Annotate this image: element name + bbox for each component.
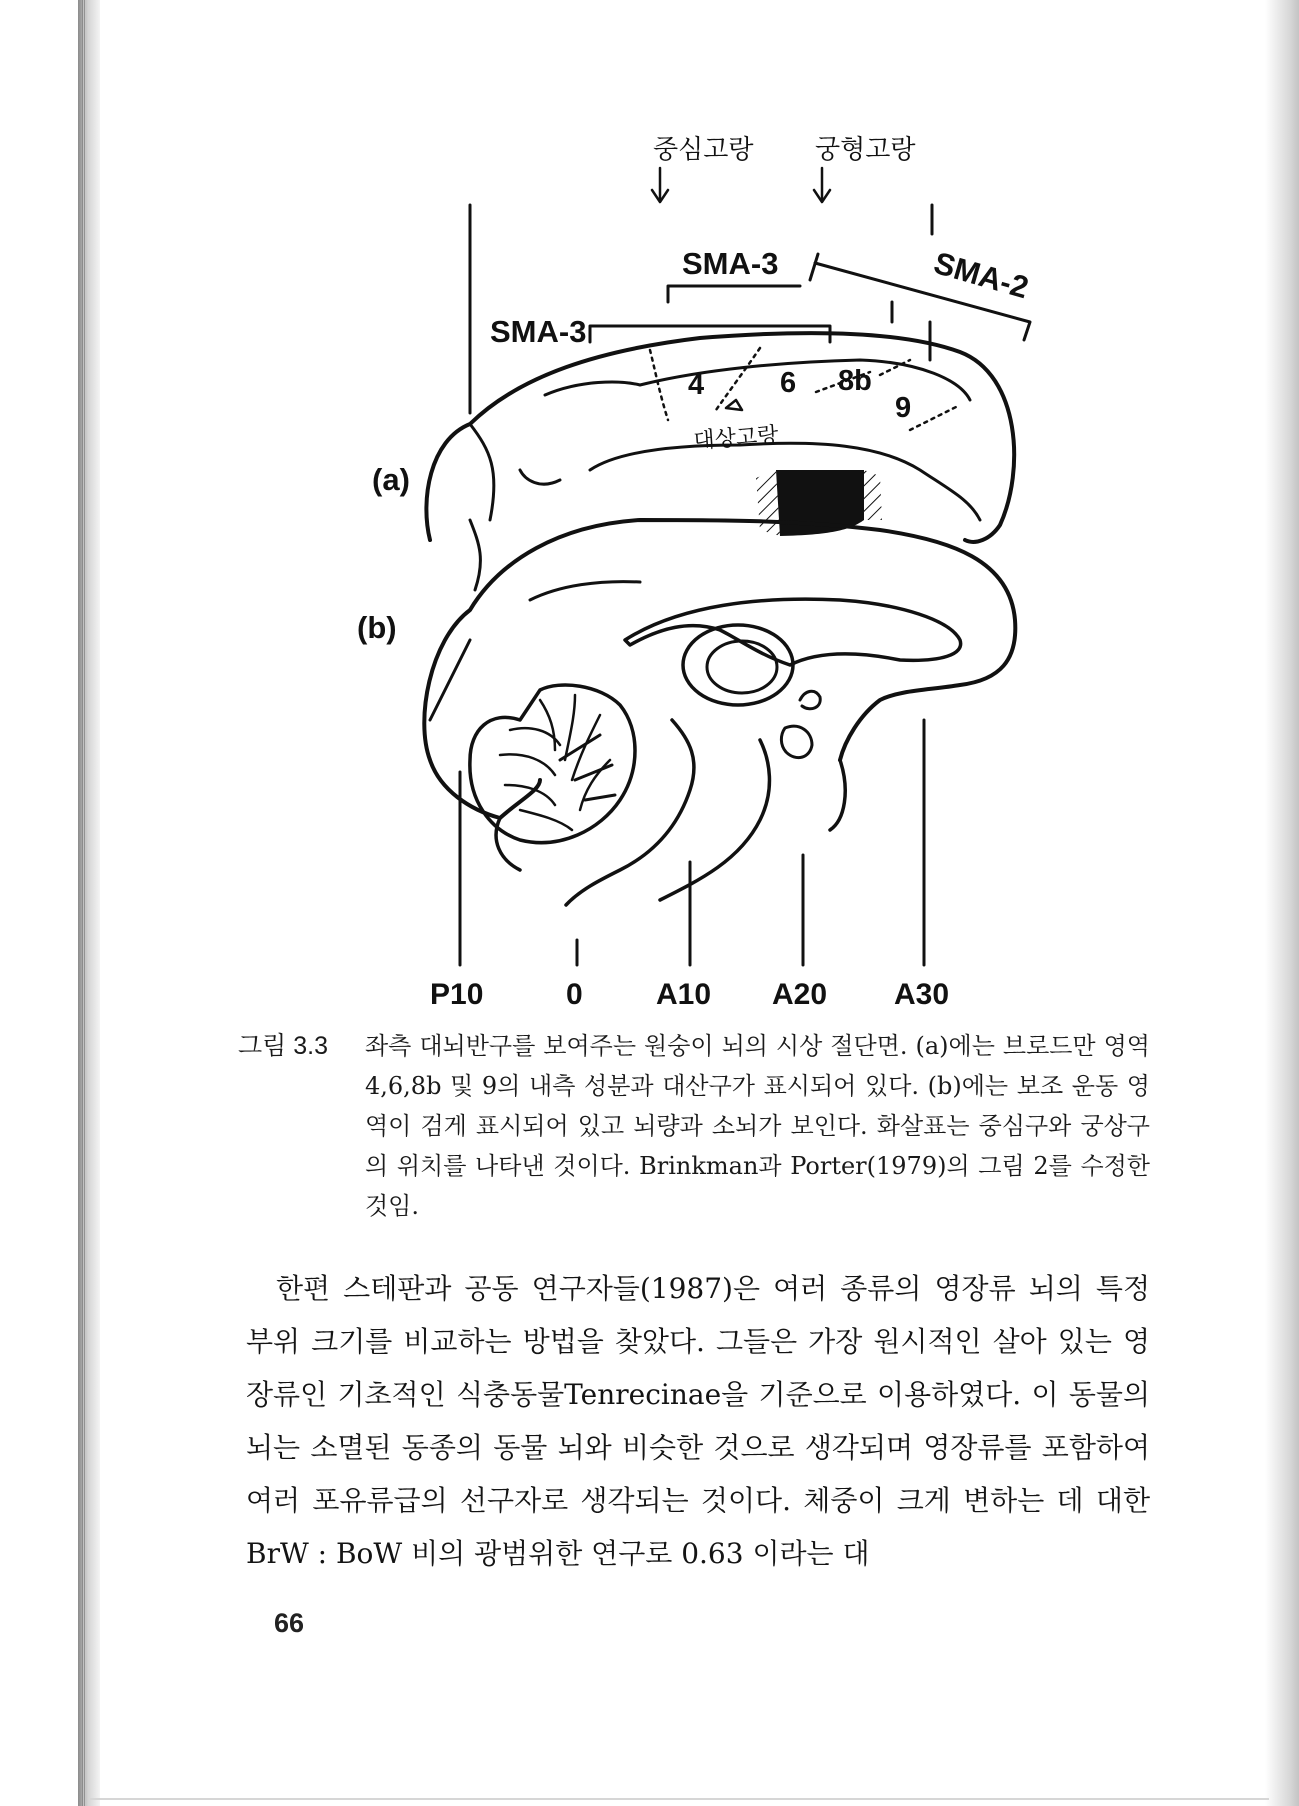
cingulate-sulcus-label: 대상고랑 — [692, 422, 780, 453]
sma3-top-label: SMA-3 — [682, 246, 779, 281]
axis-label-0: 0 — [566, 978, 583, 1011]
area-9-label: 9 — [895, 392, 912, 424]
body-paragraph: 한편 스테판과 공동 연구자들(1987)은 여러 종류의 영장류 뇌의 특정 부위 크기를 비교하는 방법을 찾았다. 그들은 가장 원시적인 살아 있는 영장류인 기초적인 식충동물Tenrecinae을 기준으로 이용하였다. 이 동물의 뇌는 소멸된 동종의 동물 뇌와 비슷한 것으로 생각되며 영장류를 포함하여 여러 포유류급의 선구자로 생각되는 것이다. 체중이 크게 변하는 데 대한 BrW : BoW 비의 광범위한 연구로 0.63 이라는 대 — [246, 1272, 1150, 1570]
sma3-top-bracket — [668, 286, 800, 302]
brain-a-medial-gyri — [470, 424, 560, 590]
area-border-9-right — [910, 405, 960, 430]
hypothalamus-region — [781, 726, 812, 757]
axis-label-p10: P10 — [430, 978, 484, 1011]
area-6-label: 6 — [780, 367, 797, 399]
sma2-label: SMA-2 — [930, 245, 1033, 306]
central-sulcus-marker — [726, 400, 742, 410]
thalamus-inner — [707, 641, 777, 693]
area-4-label: 4 — [688, 369, 705, 401]
sma3-slash — [810, 254, 818, 280]
sma-hatched-right — [864, 470, 882, 520]
axis-label-a30: A30 — [894, 978, 950, 1011]
sma3-left-label: SMA-3 — [490, 314, 587, 349]
figure-caption — [238, 1026, 1150, 1226]
arcuate-sulcus-label: 궁형고랑 — [815, 134, 916, 164]
panel-a-label: (a) — [372, 462, 410, 497]
arcuate-sulcus-arrow — [814, 168, 830, 202]
axis-label-a10: A10 — [656, 978, 712, 1011]
sma-hatched-left — [756, 470, 780, 536]
axis-label-a20: A20 — [772, 978, 828, 1011]
area-border-4-6 — [716, 348, 760, 410]
cerebellum-folia — [500, 695, 610, 830]
page-number: 66 — [274, 1608, 305, 1638]
temporal-lobe — [496, 760, 845, 870]
central-sulcus-arrow — [652, 168, 668, 202]
caption-text: 좌측 대뇌반구를 보여주는 원숭이 뇌의 시상 절단면. (a)에는 브로드만 영역 4,6,8b 및 9의 내측 성분과 대산구가 표시되어 있다. (b)에는 보조 운동 영역이 검게 표시되어 있고 뇌량과 소뇌가 보인다. 화살표는 중심구와 궁상구의 위치를 나타낸 것이다. Brinkman과 Porter(1979)의 그림 2를 수정한 것임. — [365, 1032, 1150, 1220]
panel-b-label: (b) — [357, 610, 397, 645]
area-border-4-left — [650, 350, 668, 420]
area-8b-label: 8b — [838, 365, 872, 397]
hypothalamus-lower — [800, 691, 820, 709]
central-sulcus-label: 중심고랑 — [653, 134, 754, 164]
brain-b-outline — [424, 520, 1015, 818]
caption-label: 그림 3.3 — [238, 1032, 328, 1060]
brainstem — [566, 720, 769, 905]
